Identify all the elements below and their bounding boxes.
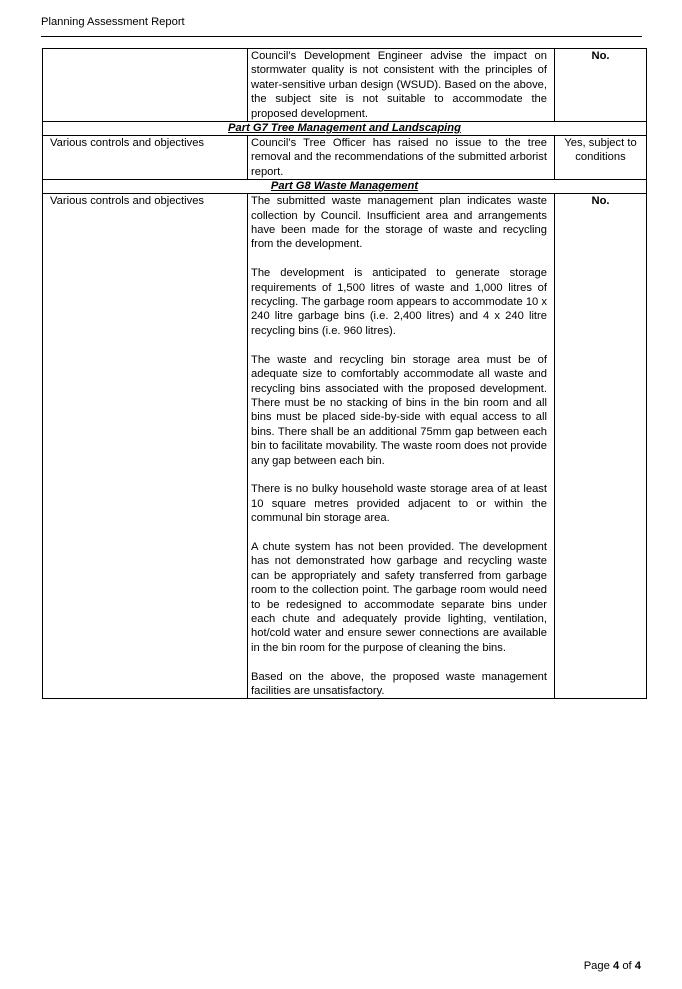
section-heading-row (43, 180, 647, 194)
assessment-cell: Council’s Development Engineer advise the impact on stormwater quality is not consistent with the principles of water-sensitive urban design (WSUD). Based on the above, the subject site is not suitable to accommodate the proposed development. (248, 49, 555, 122)
assessment-cell (248, 194, 555, 699)
header-divider (41, 36, 642, 37)
compliance-cell: No. (555, 194, 647, 699)
section-heading-row (43, 122, 647, 136)
paragraph: The waste and recycling bin storage area must be of adequate size to comfortably accommodate all waste and recycling bins associated with the proposed development. There must be no stacking of bins in the bin room and all bins must be placed side-by-side with equal access to all bins. There shall be an additional 75mm gap between each bin to facilitate movability. The waste room does not provide any gap between each bin. (251, 353, 547, 467)
control-cell (43, 49, 248, 122)
table-row (43, 49, 647, 122)
page-number (584, 960, 641, 972)
section-heading-g8 (43, 180, 647, 194)
page-of: of (622, 960, 632, 972)
page-current: 4 (612, 960, 620, 972)
paragraph: A chute system has not been provided. The development has not demonstrated how garbage and recycling waste can be appropriately and safety transferred from garbage room to the collection point. The garbage room would need to be redesigned to accommodate separate bins under each chute and adequately provide lighting, ventilation, hot/cold water and ensure sewer connections are available in the bin room for the purpose of cleaning the bins. (251, 540, 547, 654)
section-heading-g7 (43, 122, 647, 136)
section-heading-text: Part G7 Tree Management and Landscaping (228, 122, 461, 135)
section-heading-text: Part G8 Waste Management (270, 180, 419, 193)
assessment-table (42, 48, 647, 699)
control-cell: Various controls and objectives (43, 136, 248, 180)
table-row (43, 136, 647, 180)
page-total: 4 (634, 960, 641, 972)
compliance-cell: No. (555, 49, 647, 122)
report-header-title: Planning Assessment Report (41, 16, 185, 28)
paragraph: There is no bulky household waste storage area of at least 10 square metres provided adjacent to or within the communal bin storage area. (251, 483, 547, 525)
control-cell: Various controls and objectives (43, 194, 248, 699)
compliance-cell: Yes, subject to conditions (555, 136, 647, 180)
table-row (43, 194, 647, 699)
assessment-cell: Council’s Tree Officer has raised no issue to the tree removal and the recommendations of the submitted arborist report. (248, 136, 555, 180)
paragraph: The submitted waste management plan indicates waste collection by Council. Insufficient area and arrangements have been made for the storage of waste and recycling from the development. (251, 195, 547, 251)
paragraph: The development is anticipated to generate storage requirements of 1,500 litres of waste and 1,000 litres of recycling. The garbage room appears to accommodate 10 x 240 litre garbage bins (i.e. 2,400 litres) and 4 x 240 litre recycling bins (i.e. 960 litres). (251, 267, 547, 337)
page-label: Page (583, 960, 610, 972)
paragraph: Based on the above, the proposed waste management facilities are unsatisfactory. (251, 670, 547, 697)
